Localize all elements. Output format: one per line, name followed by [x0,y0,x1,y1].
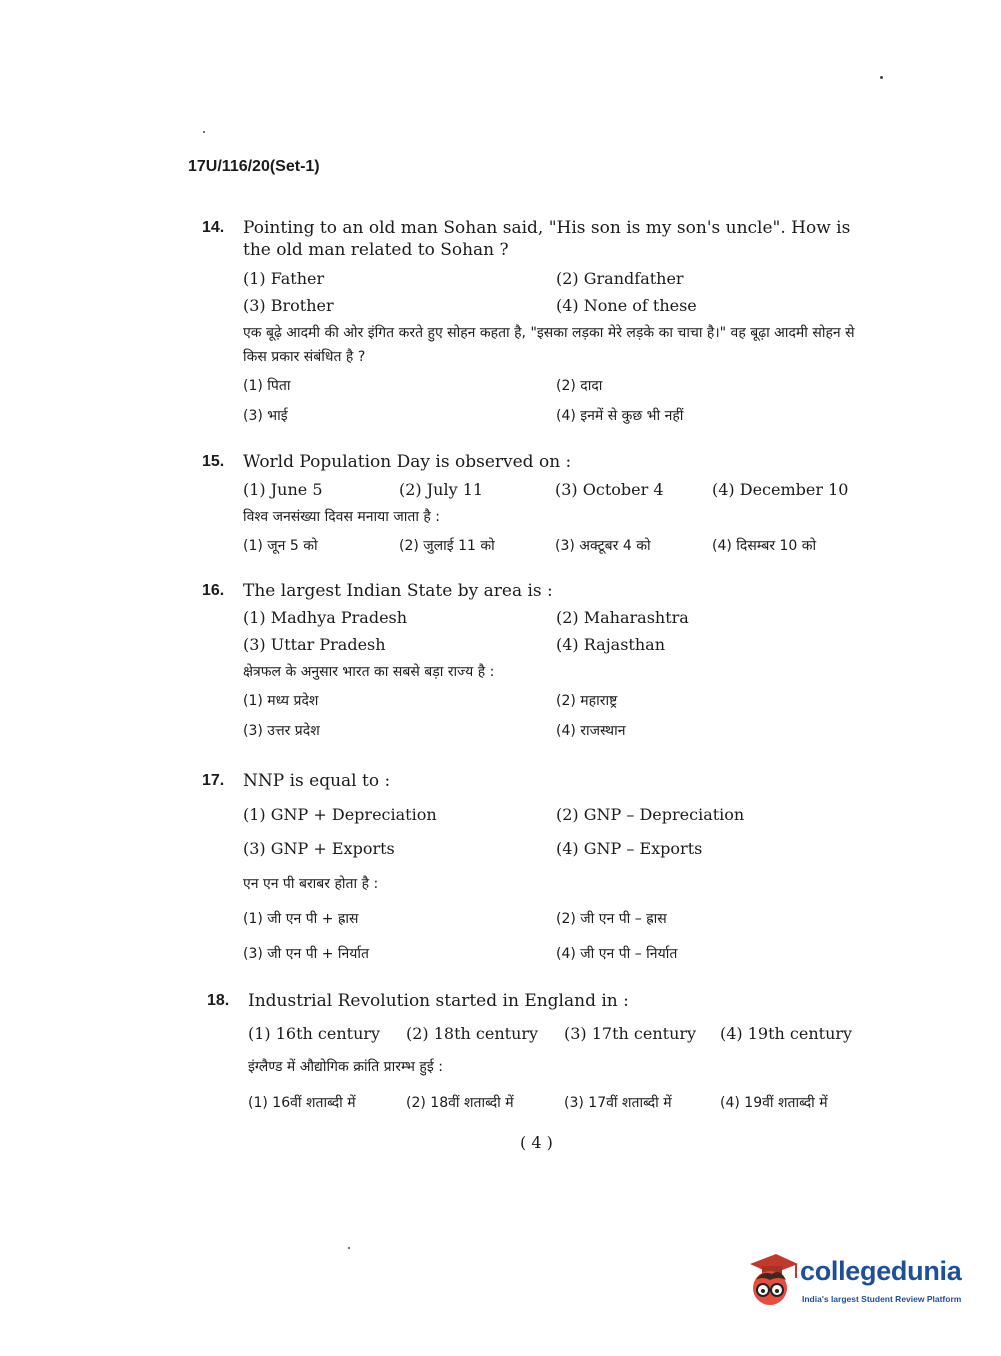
options-hi [243,531,882,561]
option: (1) पिता [243,378,291,394]
question-text-hi: एक बूढ़े आदमी की ओर इंगित करते हुए सोहन कहता है, "इसका लड़का मेरे लड़के का चाचा है।" वह बूढ़ा आदमी सोहन से किस प्रकार संबंधित है ? [243,325,855,365]
options-en [243,798,882,866]
options-hi [243,902,882,972]
option: (3) Uttar Pradesh [243,635,386,654]
question-text-en: NNP is equal to : [243,771,391,791]
option: (3) October 4 [555,480,664,499]
option: (4) 19वीं शताब्दी में [720,1095,828,1111]
options-hi [248,1087,887,1119]
question-text-en: Pointing to an old man Sohan said, "His son is my son's uncle". How is the old man related to Sohan ? [243,218,851,260]
option: (4) Rajasthan [556,635,665,654]
option: (2) GNP – Depreciation [556,805,745,824]
option: (1) Father [243,269,325,288]
option: (4) 19th century [720,1024,853,1043]
option: (3) GNP + Exports [243,839,395,858]
options-en [243,476,882,503]
question-number: 15. [202,453,225,470]
collegedunia-watermark [742,1250,972,1312]
page-number: ( 4 ) [520,1133,553,1152]
question-16 [202,580,882,746]
option: (3) Brother [243,296,334,315]
option: (2) महाराष्ट्र [556,693,618,709]
option: (3) जी एन पी + निर्यात [243,946,370,962]
option: (3) भाई [243,408,288,424]
option: (2) July 11 [399,480,484,499]
option: (4) दिसम्बर 10 को [712,538,817,554]
question-text-hi: क्षेत्रफल के अनुसार भारत का सबसे बड़ा राज्य है : [243,664,495,680]
option: (4) राजस्थान [556,723,626,739]
option: (2) 18th century [406,1024,539,1043]
option: (2) जी एन पी – ह्रास [556,911,667,927]
question-text-en: Industrial Revolution started in England in : [248,991,629,1011]
option: (1) GNP + Depreciation [243,805,437,824]
option: (2) Grandfather [556,269,684,288]
options-en [243,604,882,658]
option: (4) None of these [556,296,697,315]
question-number: 18. [207,992,230,1009]
option: (2) 18वीं शताब्दी में [406,1095,514,1111]
options-en [243,265,882,319]
option: (4) इनमें से कुछ भी नहीं [556,408,684,424]
options-hi [243,371,882,431]
option: (2) दादा [556,378,603,394]
scan-speck [880,76,883,79]
option: (4) December 10 [712,480,849,499]
options-hi [243,686,882,746]
question-text-hi: इंग्लैण्ड में औद्योगिक क्रांति प्रारम्भ हुई : [248,1059,443,1075]
brand-tagline: India's largest Student Review Platform [802,1294,962,1304]
question-15 [202,451,882,561]
question-text-en: The largest Indian State by area is : [243,581,553,601]
question-number: 14. [202,219,225,236]
paper-code: 17U/116/20(Set-1) [188,158,320,175]
option: (3) 17वीं शताब्दी में [564,1095,672,1111]
question-17 [202,770,882,972]
scan-speck [348,1247,350,1249]
option: (1) 16वीं शताब्दी में [248,1095,356,1111]
mascot-icon [742,1250,800,1312]
question-14 [202,217,882,431]
option: (1) जी एन पी + ह्रास [243,911,359,927]
scan-speck [203,131,205,133]
option: (2) जुलाई 11 को [399,538,495,554]
brand-name: collegedunia [800,1256,962,1286]
option: (3) उत्तर प्रदेश [243,723,320,739]
options-en [248,1020,887,1047]
option: (3) 17th century [564,1024,697,1043]
question-number: 16. [202,582,225,599]
question-18 [207,990,887,1119]
question-number: 17. [202,772,225,789]
question-text-hi: विश्व जनसंख्या दिवस मनाया जाता है : [243,509,440,525]
option: (1) Madhya Pradesh [243,608,408,627]
option: (3) अक्टूबर 4 को [555,538,651,554]
option: (4) जी एन पी – निर्यात [556,946,678,962]
option: (2) Maharashtra [556,608,689,627]
option: (1) June 5 [243,480,323,499]
option: (1) जून 5 को [243,538,318,554]
question-text-hi: एन एन पी बराबर होता है : [243,876,379,892]
option: (1) मध्य प्रदेश [243,693,319,709]
option: (1) 16th century [248,1024,381,1043]
option: (4) GNP – Exports [556,839,703,858]
question-text-en: World Population Day is observed on : [243,452,572,472]
